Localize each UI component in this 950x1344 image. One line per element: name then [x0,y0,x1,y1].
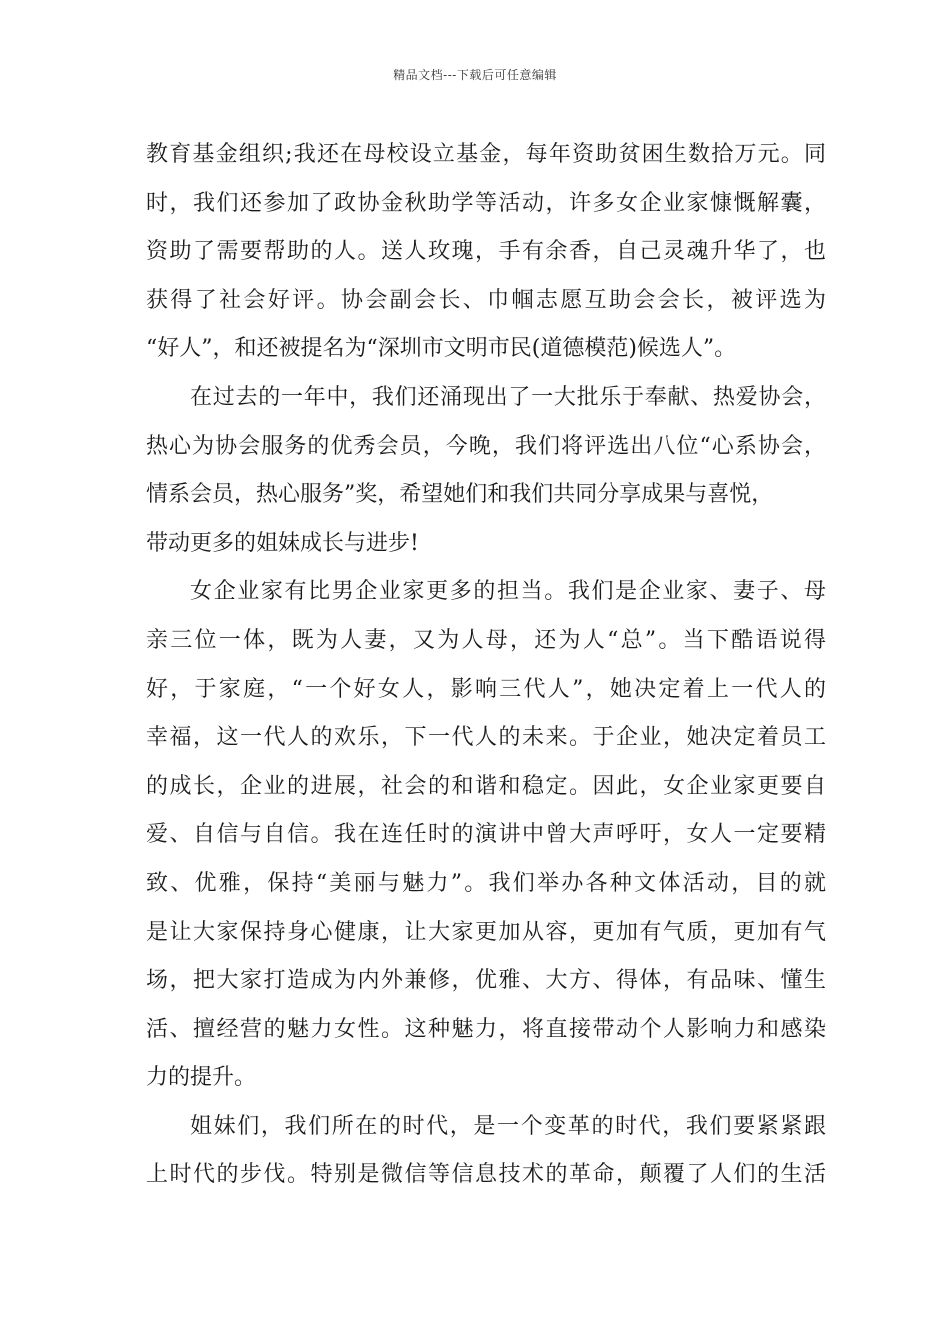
text-line: 致、优雅，保持“美丽与魅力”。我们举办各种文体活动，目的就 [146,870,826,896]
text-line: 幸福，这一代人的欢乐，下一代人的未来。于企业，她决定着员工 [146,725,826,751]
text-line: 姐妹们，我们所在的时代，是一个变革的时代，我们要紧紧跟 [190,1113,826,1139]
text-line: 好，于家庭，“一个好女人，影响三代人”，她决定着上一代人的 [146,676,826,702]
text-line: 的成长，企业的进展，社会的和谐和稳定。因此，女企业家更要自 [146,773,826,799]
text-line: 女企业家有比男企业家更多的担当。我们是企业家、妻子、母 [190,579,826,605]
text-line: 热心为协会服务的优秀会员，今晚，我们将评选出八位“心系协会， [146,433,826,459]
document-body [146,131,826,1200]
text-line: 带动更多的姐妹成长与进步! [146,530,419,556]
text-line: 上时代的步伐。特别是微信等信息技术的革命，颠覆了人们的生活 [146,1162,826,1188]
text-line: 力的提升。 [146,1065,257,1091]
text-line: 活、擅经营的魅力女性。这种魅力，将直接带动个人影响力和感染 [146,1016,826,1042]
text-line: 资助了需要帮助的人。送人玫瑰，手有余香，自己灵魂升华了，也 [146,239,826,265]
text-line: 时，我们还参加了政协金秋助学等活动，许多女企业家慷慨解囊， [146,190,826,216]
text-line: 教育基金组织;我还在母校设立基金，每年资助贫困生数拾万元。同 [146,142,826,167]
text-line: 情系会员，热心服务”奖，希望她们和我们共同分享成果与喜悦， [146,482,774,508]
text-line: 场，把大家打造成为内外兼修，优雅、大方、得体，有品味、懂生 [146,968,826,994]
text-line: 爱、自信与自信。我在连任时的演讲中曾大声呼吁，女人一定要精 [146,822,826,848]
text-line: 亲三位一体，既为人妻，又为人母，还为人“总”。当下酷语说得 [146,627,826,653]
text-line: “好人”，和还被提名为“深圳市文明市民(道德模范)候选人”。 [146,336,737,362]
text-line: 在过去的一年中，我们还涌现出了一大批乐于奉献、热爱协会， [190,384,826,410]
text-line: 是让大家保持身心健康，让大家更加从容，更加有气质，更加有气 [146,919,826,945]
text-line: 获得了社会好评。协会副会长、巾帼志愿互助会会长，被评选为 [146,287,826,313]
page-header: 精品文档---下载后可任意编辑 [393,68,557,82]
